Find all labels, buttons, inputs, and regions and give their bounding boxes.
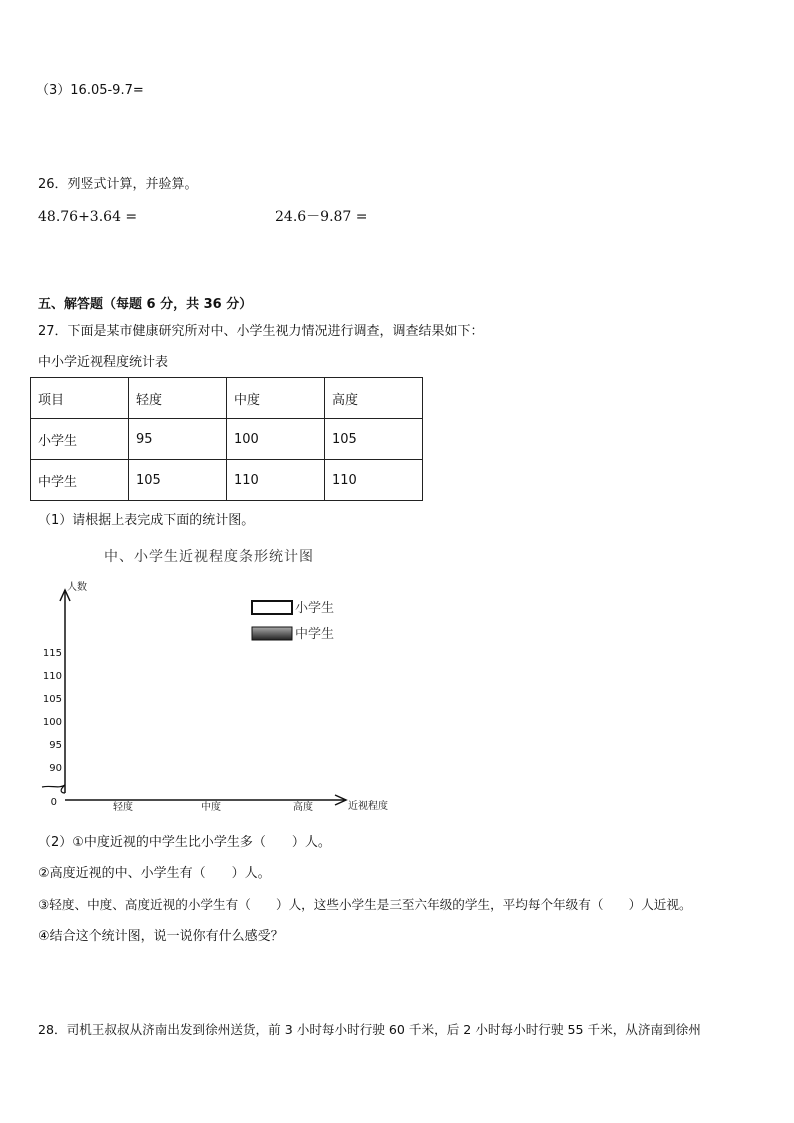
q27-intro: 27．下面是某市健康研究所对中、小学生视力情况进行调查，调查结果如下： xyxy=(38,324,484,339)
table-cell: 100 xyxy=(227,419,325,460)
bar-chart xyxy=(30,535,410,825)
q27-part2-3: ③轻度、中度、高度近视的小学生有（ ）人，这些小学生是三至六年级的学生，平均每个年级有（ ）人近视。 xyxy=(38,897,692,912)
legend-label-primary: 小学生 xyxy=(295,601,335,616)
table-cell: 中学生 xyxy=(31,460,129,501)
section5-title: 五、解答题（每题 6 分，共 36 分） xyxy=(38,297,253,312)
table-header-cell: 高度 xyxy=(325,378,423,419)
q27-part1: （1）请根据上表完成下面的统计图。 xyxy=(38,513,255,528)
table-cell: 95 xyxy=(129,419,227,460)
table-cell: 小学生 xyxy=(31,419,129,460)
table-cell: 105 xyxy=(325,419,423,460)
q27-table-title: 中小学近视程度统计表 xyxy=(38,355,169,370)
table-cell: 105 xyxy=(129,460,227,501)
q26-title: 26．列竖式计算，并验算。 xyxy=(38,177,198,192)
table-cell: 110 xyxy=(325,460,423,501)
axis-break xyxy=(42,785,65,793)
q27-stat-table xyxy=(30,377,423,501)
y-tick-label: 110 xyxy=(42,671,62,682)
q28-text: 28．司机王叔叔从济南出发到徐州送货，前 3 小时每小时行驶 60 千米，后 2 小时每小时行驶 55 千米，从济南到徐州 xyxy=(38,1022,701,1037)
legend-swatch-middle xyxy=(252,627,292,640)
q27-part2-2: ②高度近视的中、小学生有（ ）人。 xyxy=(38,866,271,881)
x-axis-label: 近视程度 xyxy=(348,801,388,812)
x-category-label: 中度 xyxy=(201,802,221,813)
q26-expr2: 24.6－9.87 = xyxy=(275,209,368,225)
x-category-label: 高度 xyxy=(293,802,313,813)
x-category-label: 轻度 xyxy=(113,802,133,813)
q27-part2-4: ④结合这个统计图，说一说你有什么感受？ xyxy=(38,929,284,944)
y-axis-label: 人数 xyxy=(67,582,87,593)
y-tick-label: 95 xyxy=(49,740,62,751)
table-row xyxy=(31,460,423,501)
y-tick-label: 115 xyxy=(42,648,62,659)
q27-part2-1: （2）①中度近视的中学生比小学生多（ ）人。 xyxy=(38,835,331,850)
table-header-row xyxy=(31,378,423,419)
table-row xyxy=(31,419,423,460)
table-header-cell: 中度 xyxy=(227,378,325,419)
q26-expr1: 48.76+3.64 = xyxy=(38,209,138,225)
y-tick-label: 90 xyxy=(49,763,62,774)
legend-swatch-primary xyxy=(252,601,292,614)
q25-part3: （3）16.05-9.7= xyxy=(36,83,144,98)
table-header-cell: 项目 xyxy=(31,378,129,419)
y-tick-label: 105 xyxy=(42,694,62,705)
y-tick-label: 100 xyxy=(42,717,62,728)
table-header-cell: 轻度 xyxy=(129,378,227,419)
legend-label-middle: 中学生 xyxy=(295,627,335,642)
chart-title: 中、小学生近视程度条形统计图 xyxy=(104,549,314,565)
table-cell: 110 xyxy=(227,460,325,501)
y-tick-label: 0 xyxy=(50,797,57,808)
